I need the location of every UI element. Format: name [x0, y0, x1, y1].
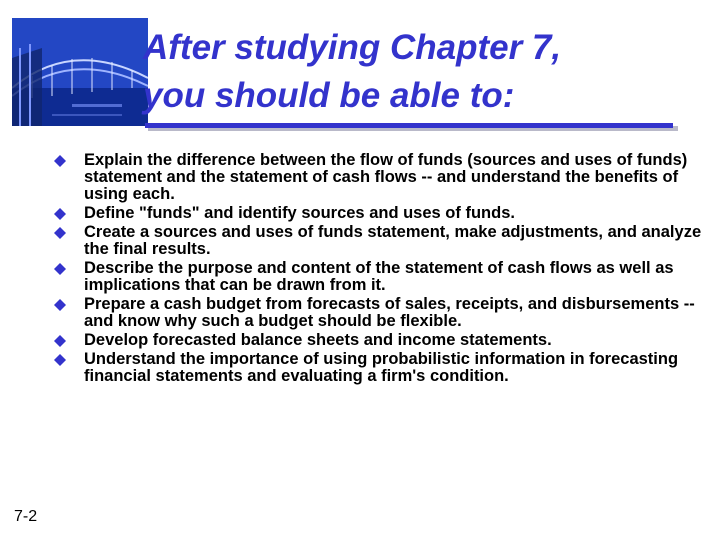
title-underline [145, 123, 673, 128]
bridge-photo-icon [12, 18, 148, 126]
list-item [80, 351, 710, 385]
objectives-list [80, 152, 710, 387]
list-item [80, 332, 710, 349]
list-item [80, 152, 710, 203]
diamond-bullet-icon [54, 208, 66, 220]
diamond-bullet-icon [54, 335, 66, 347]
list-item-text: Understand the importance of using probabilistic information in forecasting financial statements and evaluating a firm's condition. [84, 350, 679, 385]
diamond-bullet-icon [54, 354, 66, 366]
list-item-text: Describe the purpose and content of the statement of cash flows as well as implications that can be drawn from it. [84, 259, 674, 294]
diamond-bullet-icon [54, 263, 66, 275]
list-item [80, 296, 710, 330]
list-item-text: Create a sources and uses of funds statement, make adjustments, and analyze the final results. [84, 223, 702, 258]
list-item-text: Define "funds" and identify sources and uses of funds. [84, 204, 515, 222]
list-item [80, 260, 710, 294]
list-item [80, 205, 710, 222]
diamond-bullet-icon [54, 227, 66, 239]
page-number: 7-2 [14, 508, 38, 525]
list-item-text: Prepare a cash budget from forecasts of sales, receipts, and disbursements -- and know why such a budget should be flexible. [84, 295, 695, 330]
list-item-text: Explain the difference between the flow of funds (sources and uses of funds) statement and the statement of cash flows -- and understand the benefits of using each. [84, 151, 688, 203]
diamond-bullet-icon [54, 155, 66, 167]
title-line-1: After studying Chapter 7, [143, 28, 562, 67]
slide-title [143, 24, 703, 120]
list-item-text: Develop forecasted balance sheets and income statements. [84, 331, 552, 349]
diamond-bullet-icon [54, 299, 66, 311]
list-item [80, 224, 710, 258]
title-line-2: you should be able to: [143, 76, 515, 115]
